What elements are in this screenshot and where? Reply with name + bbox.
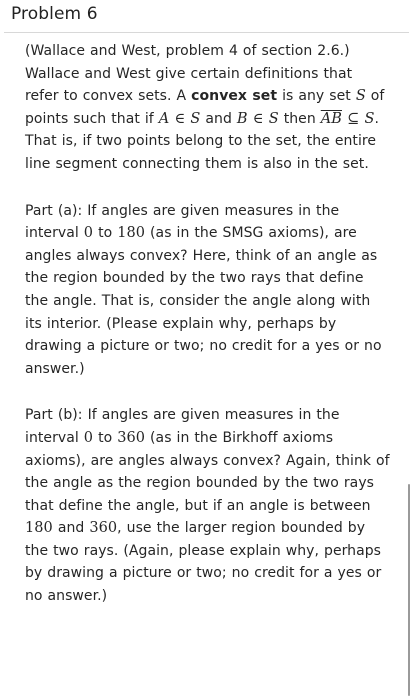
part-a-text-3: (as in the SMSG axioms), are angles always convex? Here, think of an angle as the region bounded by the two rays that define the angle. That is, consider the angle along with its interior. (Please explain why, perhaps by drawing a picture or two; no credit for a yes or no answer.) [25, 225, 382, 377]
part-a-text-2: to [93, 225, 118, 242]
part-b-text-4: and [52, 520, 90, 537]
part-a-low: 0 [83, 225, 94, 242]
part-b-text-1: Part (b): If angles are given measures in the interval [25, 407, 340, 446]
vertical-scrollbar[interactable] [408, 484, 410, 696]
subset-s: ⊆ S [342, 110, 375, 127]
problem-body [25, 40, 390, 608]
part-b-text-2: to [93, 429, 118, 446]
intro-text-6: . That is, if two points belong to the set, the entire line segment connecting them is also in the set. [25, 110, 380, 172]
part-b-text-5: , use the larger region bounded by the two rays. (Again, please explain why, perhaps by drawing a picture or two; no credit for a yes or no answer.) [25, 520, 382, 605]
segment-ab: $\overline{AB}$ [320, 110, 342, 127]
intro-text-4: and [200, 110, 237, 127]
intro-text-1: (Wallace and West, problem 4 of section 2.6.) Wallace and West give certain definitions that refer to convex sets. A [25, 43, 353, 105]
part-a-paragraph [25, 200, 390, 381]
part-b-low: 0 [83, 429, 94, 446]
problem-title: Problem 6 [11, 4, 98, 24]
intro-paragraph [25, 40, 390, 176]
convex-set-keyword: convex set [191, 88, 278, 105]
part-a-high: 180 [117, 225, 146, 242]
part-b-mid: 180 [25, 520, 53, 537]
set-s-symbol: S [355, 88, 366, 105]
part-b-paragraph [25, 404, 390, 607]
part-b-text-3: (as in the Birkhoff axioms axioms), are angles always convex? Again, think of the angle as the region bounded by the two rays that define the angle, but if an angle is between [25, 429, 390, 514]
intro-text-5: then [278, 110, 321, 127]
part-b-high-2: 360 [89, 520, 118, 537]
condition-a: A ∈ S [158, 110, 201, 127]
condition-b: B ∈ S [236, 110, 279, 127]
part-a-text-1: Part (a): If angles are given measures in the interval [25, 202, 340, 242]
title-divider [4, 32, 409, 33]
part-b-high: 360 [117, 429, 146, 446]
intro-text-2: is any set [277, 88, 356, 105]
intro-text-3: of points such that if [25, 88, 385, 127]
